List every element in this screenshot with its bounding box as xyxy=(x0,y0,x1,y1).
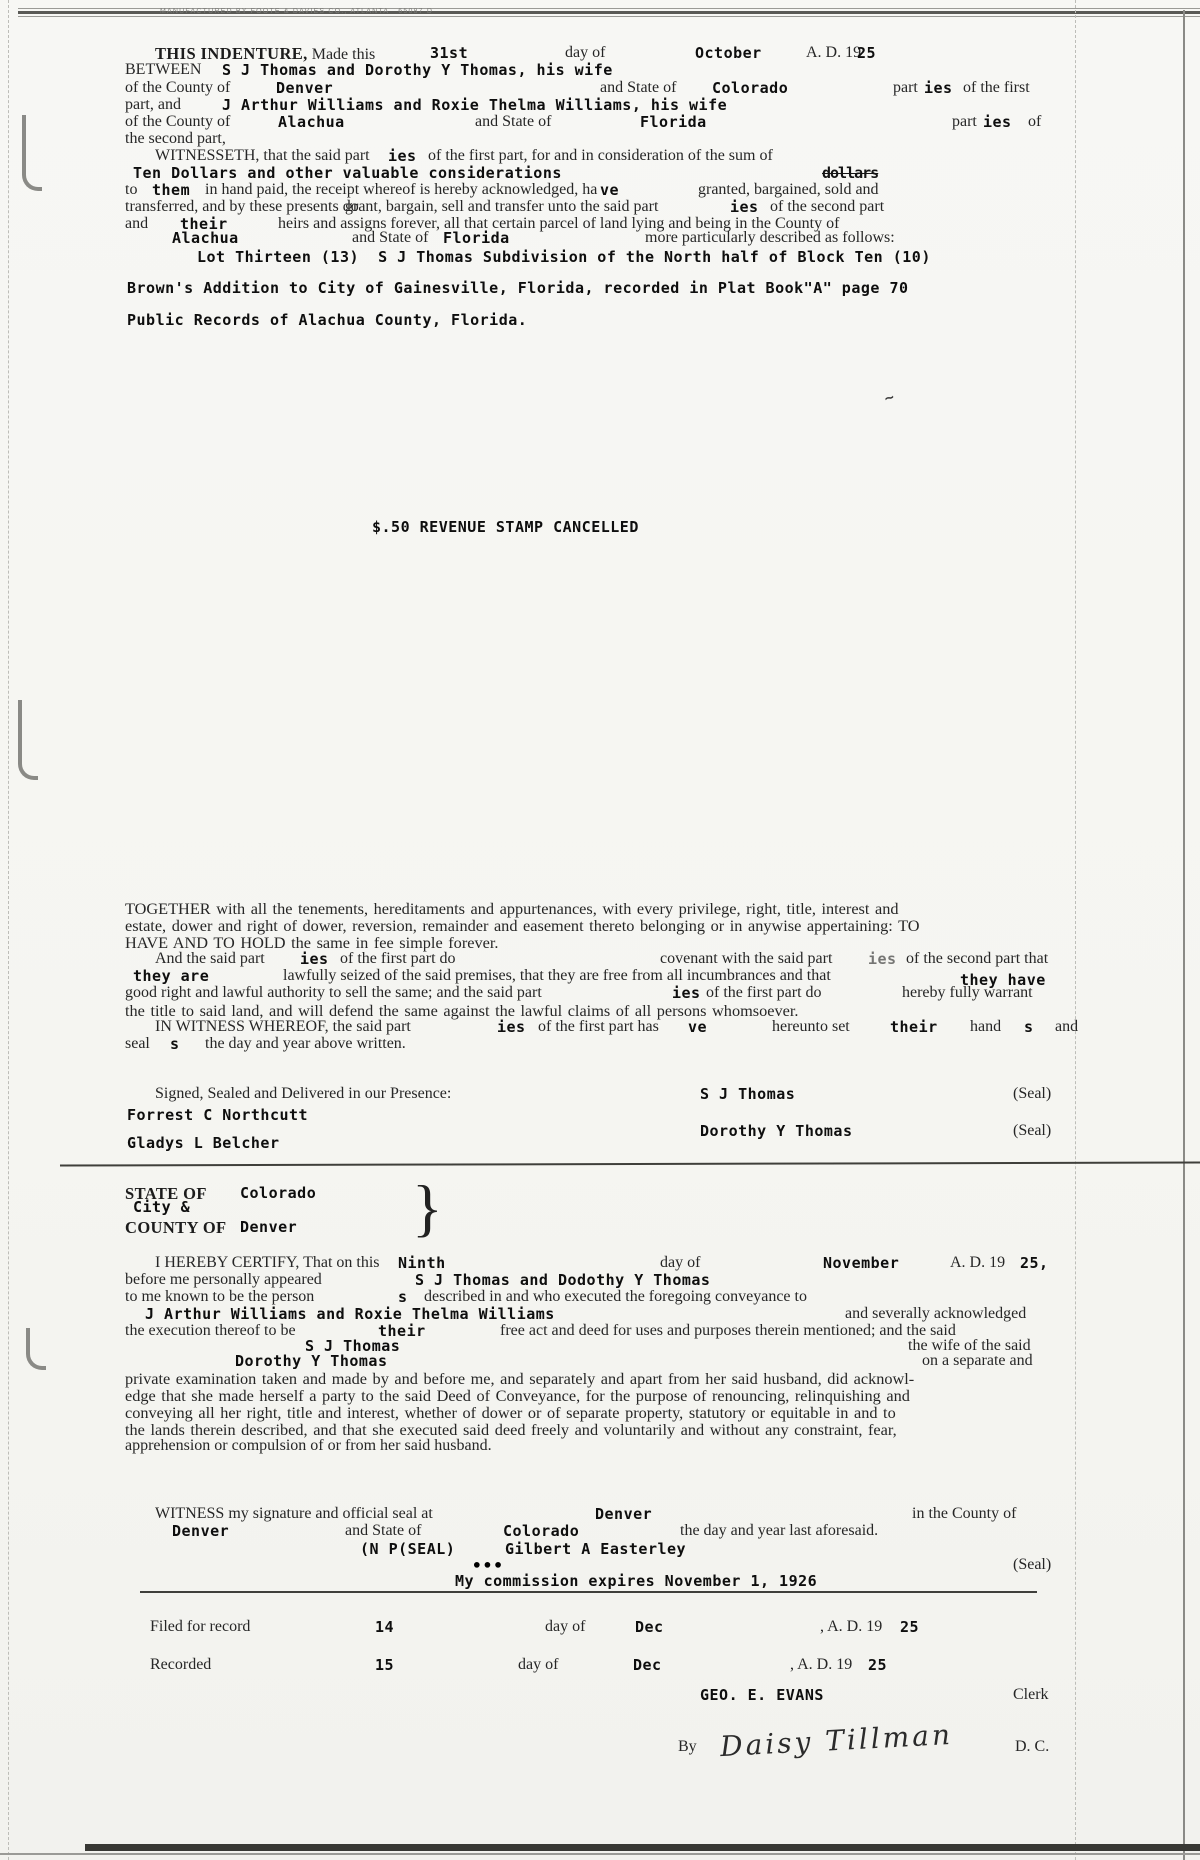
warrant-line-seg-2: of the first part do xyxy=(706,984,822,1001)
covenant-line-seg-1: ies xyxy=(300,950,329,968)
transfer-line-seg-3: of the second part xyxy=(770,198,885,215)
in-witness-line-seg-0: IN WITNESS WHEREOF, the said part xyxy=(155,1018,411,1035)
opening-line-seg-6: 25 xyxy=(857,44,877,62)
conveyance-to-line-seg-0: J Arthur Williams and Roxie Thelma Williams xyxy=(145,1305,555,1323)
seized-line xyxy=(133,967,1046,989)
execution-line xyxy=(125,1322,956,1340)
cancel-dots-seg-0: ••• xyxy=(472,1556,504,1575)
receipt-line xyxy=(125,181,879,199)
wife-name-line xyxy=(235,1352,1033,1371)
second-party-line-seg-1: J Arthur Williams and Roxie Thelma Williams, his wife xyxy=(222,96,728,114)
presence-line xyxy=(155,1085,1052,1103)
filed-line-seg-1: 14 xyxy=(375,1618,395,1636)
witness-seal-line-1-seg-2: in the County of xyxy=(912,1505,1017,1522)
covenant-line-seg-3: covenant with the said part xyxy=(660,950,833,967)
certify-line-seg-2: day of xyxy=(660,1254,701,1271)
private-exam-line-3-seg-0: conveying all her right, title and interest, whether of dower or of separate property, statutory or equitable in and to xyxy=(125,1403,896,1422)
binder-mark-middle xyxy=(18,700,38,780)
consideration-line-seg-1: dollars xyxy=(822,164,879,182)
defend-title-line-seg-0: the title to said land, and will defend the same against the lawful claims of all persons whomsoever. xyxy=(125,1001,799,1020)
opening-line-seg-1: Made this xyxy=(307,46,376,63)
opening-line-seg-5: A. D. 19 xyxy=(806,44,862,61)
first-party-county-line xyxy=(125,79,1030,97)
second-party-line-seg-0: part, and xyxy=(125,96,181,113)
notary-seal-label xyxy=(1013,1556,1051,1574)
consideration-line xyxy=(133,164,879,183)
in-witness-line-seg-7: s xyxy=(1024,1018,1034,1036)
second-part-label-seg-0: the second part, xyxy=(125,130,226,147)
legal-description-2 xyxy=(127,279,909,298)
recorded-line-seg-1: 15 xyxy=(375,1656,395,1674)
certify-line-seg-1: Ninth xyxy=(398,1254,446,1272)
seal-line-seg-2: the day and year above written. xyxy=(205,1035,406,1052)
land-county-line-seg-3: more particularly described as follows: xyxy=(645,229,895,246)
receipt-line-seg-1: them xyxy=(152,181,191,199)
heirs-line-seg-2: heirs and assigns forever, all that certain parcel of land lying and being in the County of xyxy=(278,215,840,232)
receipt-line-seg-0: to xyxy=(125,181,138,198)
covenant-line-seg-4: ies xyxy=(868,950,897,968)
county-of-line xyxy=(125,1218,298,1238)
state-of-line-seg-1: Colorado xyxy=(240,1184,317,1202)
together-line-3-seg-0: HAVE AND TO HOLD the same in fee simple forever. xyxy=(125,933,499,952)
conveyance-to-line xyxy=(145,1305,1027,1324)
binder-mark-top xyxy=(22,115,42,191)
wife-name-line-seg-1: on a separate and xyxy=(922,1352,1033,1369)
husband-name-line-seg-0: S J Thomas xyxy=(305,1337,401,1355)
commission-line-seg-0: My commission expires November 1, 1926 xyxy=(455,1572,818,1590)
second-party-county-line-seg-3: Florida xyxy=(640,113,707,131)
in-witness-line-seg-8: and xyxy=(1055,1018,1079,1035)
recorded-line-seg-3: Dec xyxy=(633,1656,662,1674)
first-party-county-line-seg-2: and State of xyxy=(600,79,677,96)
between-line xyxy=(125,61,613,79)
private-exam-line-5-seg-0: apprehension or compulsion of or from her said husband. xyxy=(125,1437,492,1454)
known-person-line-seg-2: described in and who executed the foregoing conveyance to xyxy=(424,1288,807,1305)
second-part-label xyxy=(125,130,226,148)
witnesseth-line-seg-0: WITNESSETH, that the said part xyxy=(155,147,370,164)
warrant-line-seg-0: good right and lawful authority to sell the same; and the said part xyxy=(125,984,542,1001)
first-party-county-line-seg-0: of the County of xyxy=(125,79,231,96)
seal-line-seg-1: s xyxy=(170,1035,180,1053)
first-party-county-line-seg-3: Colorado xyxy=(712,79,789,97)
notary-seal-line xyxy=(360,1540,687,1559)
legal-description-3 xyxy=(127,311,527,330)
in-witness-line-seg-1: ies xyxy=(497,1018,526,1036)
certify-line-seg-5: 25, xyxy=(1020,1254,1049,1272)
recorded-line-seg-5: 25 xyxy=(868,1656,888,1674)
receipt-line-seg-4: granted, bargained, sold and xyxy=(698,181,879,198)
execution-line-seg-2: free act and deed for uses and purposes therein mentioned; and the said xyxy=(500,1322,956,1339)
clerk-line-seg-1: Clerk xyxy=(1013,1686,1049,1703)
land-county-line-seg-1: and State of xyxy=(352,229,429,246)
execution-line-seg-0: the execution thereof to be xyxy=(125,1322,296,1339)
seized-line-seg-0: they are xyxy=(133,967,210,985)
opening-line-seg-3: day of xyxy=(565,44,606,61)
witness-seal-line-2-seg-2: Colorado xyxy=(503,1522,580,1540)
heirs-line-seg-0: and xyxy=(125,215,149,232)
private-exam-line-2-seg-0: edge that she made herself a party to the said Deed of Conveyance, for the purpose of renouncing, relinquishing and xyxy=(125,1386,910,1405)
known-person-line-seg-0: to me known to be the person xyxy=(125,1288,315,1305)
witnesseth-line xyxy=(155,147,773,165)
together-line-1-seg-0: TOGETHER with all the tenements, hereditaments and appurtenances, with every privilege, right, title, interest and xyxy=(125,899,899,918)
legal-description-1 xyxy=(197,248,931,267)
transfer-line-seg-2: ies xyxy=(730,198,759,216)
heirs-line xyxy=(125,215,840,233)
deputy-clerk-line-seg-1: Daisy Tillman xyxy=(719,1717,954,1764)
second-party-county-line-seg-4: part xyxy=(952,113,977,130)
together-line-2-seg-0: estate, dower and right of dower, reversion, remainder and easement thereto belonging or in anywise appertaining: TO xyxy=(125,916,920,935)
land-county-line-seg-2: Florida xyxy=(443,229,510,247)
city-amp-line-seg-0: City & xyxy=(133,1198,191,1216)
filed-line-seg-2: day of xyxy=(545,1618,586,1635)
recorded-line xyxy=(150,1656,888,1674)
clerk-line xyxy=(700,1686,1049,1705)
second-party-county-line-seg-6: of xyxy=(1028,113,1042,130)
opening-line-seg-0: THIS INDENTURE, xyxy=(155,44,308,63)
witnesseth-line-seg-2: of the first part, for and in consideration of the sum of xyxy=(428,147,773,164)
county-of-line-seg-1: Denver xyxy=(240,1218,298,1236)
witness-seal-line-2-seg-0: Denver xyxy=(172,1522,230,1540)
filed-line-seg-4: , A. D. 19 xyxy=(820,1618,883,1635)
appeared-line xyxy=(125,1271,711,1289)
legal-description-1-seg-0: Lot Thirteen (13) S J Thomas Subdivision of the North half of Block Ten (10) xyxy=(197,248,931,266)
first-party-county-line-seg-4: part xyxy=(893,79,918,96)
bottom-scan-band-light xyxy=(0,1853,1200,1855)
covenant-line-seg-2: of the first part do xyxy=(340,950,456,967)
warrant-line xyxy=(125,984,1033,1002)
first-party-county-line-seg-6: of the first xyxy=(963,79,1030,96)
conveyance-to-line-seg-1: and severally acknowledged xyxy=(845,1305,1027,1322)
city-amp-line xyxy=(133,1198,190,1217)
legal-description-3-seg-0: Public Records of Alachua County, Florida. xyxy=(127,311,528,329)
presence-line-seg-1: S J Thomas xyxy=(700,1085,796,1103)
transfer-line xyxy=(125,198,885,216)
second-party-county-line xyxy=(125,113,1042,131)
known-person-line xyxy=(125,1288,807,1306)
transfer-line-seg-1: grant, bargain, sell and transfer unto the said part xyxy=(345,198,659,215)
second-party-county-line-seg-0: of the County of xyxy=(125,113,231,130)
state-of-line-seg-2: } xyxy=(412,1172,443,1243)
transfer-line-seg-0: transferred, and by these presents do xyxy=(125,198,359,215)
husband-name-line-seg-1: the wife of the said xyxy=(908,1337,1031,1354)
witness-signature-1-seg-0: Forrest C Northcutt xyxy=(127,1106,309,1124)
witness-seal-line-2-seg-3: the day and year last aforesaid. xyxy=(680,1522,879,1539)
appeared-line-seg-0: before me personally appeared xyxy=(125,1271,322,1288)
in-witness-line-seg-6: hand xyxy=(970,1018,1002,1035)
binder-mark-bottom xyxy=(26,1328,46,1370)
filed-line xyxy=(150,1618,920,1636)
witness-seal-line-1-seg-1: Denver xyxy=(595,1505,653,1523)
filed-line-seg-3: Dec xyxy=(635,1618,664,1636)
between-line-seg-1: S J Thomas and Dorothy Y Thomas, his wife xyxy=(222,61,613,79)
opening-line-seg-4: October xyxy=(695,44,762,62)
witnesseth-line-seg-1: ies xyxy=(388,147,417,165)
grantor-signature-2-seg-0: Dorothy Y Thomas xyxy=(700,1122,853,1140)
witness-seal-line-1 xyxy=(155,1505,1017,1523)
signature-divider-rule xyxy=(60,1162,1200,1167)
deputy-clerk-line xyxy=(678,1717,1050,1764)
manufacturer-imprint: MANUFACTURED BY FOOTE & DAVIES CO., ATLANTA 65087 D xyxy=(160,8,434,15)
private-exam-line-4-seg-0: the lands therein described, and that she executed said deed freely and voluntarily and without any constraint, fear, xyxy=(125,1420,897,1439)
private-exam-line-1-seg-0: private examination taken and made by and before me, and separately and apart from her said husband, did acknowl- xyxy=(125,1369,915,1388)
recorded-line-seg-0: Recorded xyxy=(150,1656,212,1673)
appeared-line-seg-1: S J Thomas and Dodothy Y Thomas xyxy=(415,1271,711,1289)
warrant-line-seg-3: hereby fully warrant xyxy=(902,984,1033,1001)
deputy-clerk-line-seg-0: By xyxy=(678,1738,697,1755)
second-party-county-line-seg-2: and State of xyxy=(475,113,552,130)
first-party-county-line-seg-1: Denver xyxy=(276,79,334,97)
notary-seal-label-seg-0: (Seal) xyxy=(1013,1556,1052,1573)
grantor-signature-2-seg-1: (Seal) xyxy=(1013,1122,1052,1139)
left-page-edge-line xyxy=(8,0,9,1860)
clerk-line-seg-0: GEO. E. EVANS xyxy=(700,1686,824,1704)
wife-name-line-seg-0: Dorothy Y Thomas xyxy=(235,1352,388,1370)
seized-line-seg-2: they have xyxy=(960,971,1046,989)
covenant-line xyxy=(155,950,1049,968)
grantor-signature-2 xyxy=(700,1122,1052,1141)
second-party-county-line-seg-1: Alachua xyxy=(278,113,345,131)
witness-signature-2 xyxy=(127,1134,280,1153)
certify-line-seg-0: I HEREBY CERTIFY, That on this xyxy=(155,1254,380,1271)
top-edge-rule-light-2 xyxy=(18,16,1200,17)
witness-signature-2-seg-0: Gladys L Belcher xyxy=(127,1134,280,1152)
land-county-line xyxy=(172,229,895,248)
revenue-stamp-line-seg-0: $.50 REVENUE STAMP CANCELLED xyxy=(372,518,639,536)
seal-line xyxy=(125,1035,406,1053)
bottom-scan-band xyxy=(85,1844,1200,1851)
certify-line xyxy=(155,1254,1049,1272)
recorded-line-seg-4: , A. D. 19 xyxy=(790,1656,853,1673)
presence-line-seg-0: Signed, Sealed and Delivered in our Presence: xyxy=(155,1085,452,1102)
witness-seal-line-2 xyxy=(172,1522,879,1541)
presence-line-seg-2: (Seal) xyxy=(1013,1085,1052,1102)
certify-line-seg-3: November xyxy=(823,1254,900,1272)
land-county-line-seg-0: Alachua xyxy=(172,229,239,247)
in-witness-line-seg-5: their xyxy=(890,1018,938,1036)
commission-line xyxy=(455,1572,817,1591)
in-witness-line-seg-4: hereunto set xyxy=(772,1018,850,1035)
consideration-line-seg-0: Ten Dollars and other valuable considerations xyxy=(133,164,562,182)
witness-signature-1 xyxy=(127,1106,308,1125)
certify-line-seg-4: A. D. 19 xyxy=(950,1254,1006,1271)
right-fold-line xyxy=(1075,0,1076,1860)
county-of-line-seg-0: COUNTY OF xyxy=(125,1218,227,1237)
right-page-edge-line xyxy=(1183,10,1185,1860)
known-person-line-seg-1: s xyxy=(398,1288,408,1306)
witness-seal-line-2-seg-1: and State of xyxy=(345,1522,422,1539)
second-party-line xyxy=(125,96,728,114)
filed-line-seg-5: 25 xyxy=(900,1618,920,1636)
second-party-county-line-seg-5: ies xyxy=(983,113,1012,131)
recorded-line-seg-2: day of xyxy=(518,1656,559,1673)
covenant-line-seg-5: of the second part that xyxy=(906,950,1049,967)
opening-line-seg-2: 31st xyxy=(430,44,469,62)
witness-seal-line-1-seg-0: WITNESS my signature and official seal at xyxy=(155,1505,433,1522)
private-exam-line-5 xyxy=(125,1437,492,1455)
margin-pen-mark xyxy=(884,390,895,407)
filed-line-seg-0: Filed for record xyxy=(150,1618,251,1635)
notary-seal-line-seg-1: Gilbert A Easterley xyxy=(505,1540,687,1558)
heirs-line-seg-1: their xyxy=(180,215,228,233)
in-witness-line-seg-3: ve xyxy=(688,1018,708,1036)
first-party-county-line-seg-5: ies xyxy=(924,79,953,97)
covenant-line-seg-0: And the said part xyxy=(155,950,265,967)
revenue-stamp-line xyxy=(372,518,639,537)
in-witness-line xyxy=(155,1018,1079,1036)
in-witness-line-seg-2: of the first part has xyxy=(538,1018,659,1035)
notary-seal-line-seg-0: (N P(SEAL) xyxy=(360,1540,456,1558)
deputy-clerk-line-seg-2: D. C. xyxy=(1015,1738,1050,1755)
between-line-seg-0: BETWEEN xyxy=(125,61,202,78)
receipt-line-seg-2: in hand paid, the receipt whereof is hereby acknowledged, ha xyxy=(205,181,598,198)
commission-divider-rule xyxy=(140,1591,1037,1593)
seized-line-seg-1: lawfully seized of the said premises, that they are free from all incumbrances and that xyxy=(283,967,831,984)
warrant-line-seg-1: ies xyxy=(672,984,701,1002)
state-of-line-seg-0: STATE OF xyxy=(125,1184,207,1203)
seal-line-seg-0: seal xyxy=(125,1035,150,1052)
receipt-line-seg-3: ve xyxy=(600,181,620,199)
execution-line-seg-1: their xyxy=(378,1322,426,1340)
legal-description-2-seg-0: Brown's Addition to City of Gainesville, Florida, recorded in Plat Book"A" page 70 xyxy=(127,279,909,297)
margin-pen-mark-seg-0: ~ xyxy=(882,389,897,408)
